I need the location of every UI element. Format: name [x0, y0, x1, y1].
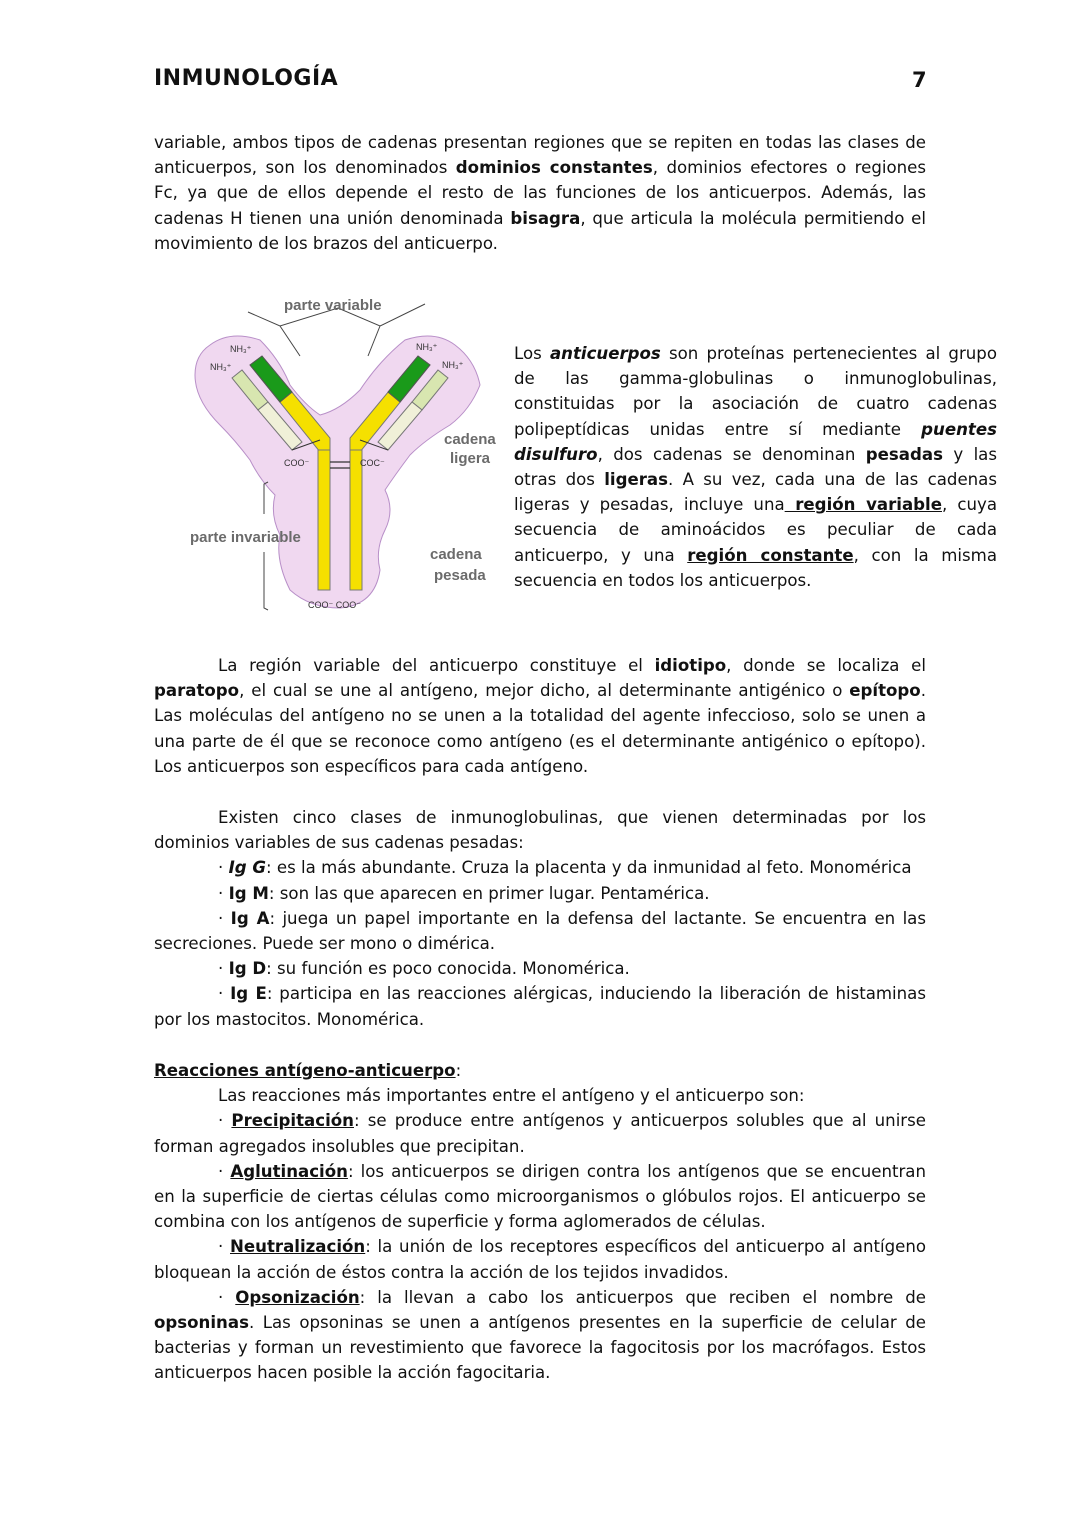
antibody-diagram [180, 290, 510, 620]
label-cadena-pesada-2: pesada [434, 567, 486, 584]
reaction-item: · Aglutinación: los anticuerpos se dirigen contra los antígenos que se encuentran en la superficie de ciertas células como microorganismos o glóbulos rojos. El anticuerpo se combina con los antígenos de superficie y forma aglomerados de células. [154, 1161, 926, 1232]
label-parte-variable: parte variable [284, 297, 382, 314]
reaction-item: · Neutralización: la unión de los receptores específicos del anticuerpo al antígeno bloquean la acción de éstos contra la acción de los tejidos invadidos. [154, 1237, 926, 1282]
reaction-item: · Precipitación: se produce entre antígenos y anticuerpos solubles que al unirse forman agregados insolubles que precipitan. [154, 1111, 926, 1156]
label-nh3-4: NH₃⁺ [442, 360, 464, 370]
ig-class-item: · Ig G: es la más abundante. Cruza la placenta y da inmunidad al feto. Monomérica [218, 858, 912, 878]
ig-classes-section [154, 805, 926, 1032]
heavy-chain-left-stem [318, 450, 330, 590]
intro-paragraph: variable, ambos tipos de cadenas presentan regiones que se repiten en todas las clases de anticuerpos, son los denominados dominios constantes, dominios efectores o regiones Fc, ya que de ellos depende el resto de las funciones de los anticuerpos. Además, las cadenas H tienen una unión denominada bisagra, que articula la molécula permitiendo el movimiento de los brazos del anticuerpo. [154, 133, 926, 253]
ig-classes-intro: Existen cinco clases de inmunoglobulinas, que vienen determinadas por los dominios variables de sus cadenas pesadas: [154, 808, 926, 853]
label-cadena-pesada-1: cadena [430, 546, 482, 563]
label-nh3-1: NH₃⁺ [230, 344, 252, 354]
page-number: 7 [912, 68, 927, 92]
label-nh3-3: NH₃⁺ [416, 342, 438, 352]
idiotipo-paragraph: La región variable del anticuerpo constituye el idiotipo, donde se localiza el paratopo, el cual se une al antígeno, mejor dicho, al determinante antigénico o epítopo. Las moléculas del antígeno no se unen a la totalidad del agente infeccioso, solo se unen a una parte de él que se reconoce como antígeno (es el determinante antigénico o epítopo). Los anticuerpos son específicos para cada antígeno. [154, 656, 926, 776]
label-cadena-ligera-1: cadena [444, 431, 496, 448]
heavy-chain-right-stem [350, 450, 362, 590]
label-cadena-ligera-2: ligera [450, 450, 491, 467]
header-title: INMUNOLOGÍA [154, 66, 339, 91]
reactions-intro: Las reacciones más importantes entre el antígeno y el anticuerpo son: [218, 1086, 805, 1106]
reactions-section [154, 1058, 926, 1386]
label-parte-invariable: parte invariable [190, 529, 301, 546]
antibody-description: Los anticuerpos son proteínas pertenecientes al grupo de las gamma-globulinas o inmunoglobulinas, constituidas por la asociación de cuatro cadenas polipeptídicas unidas entre sí mediante puentes disulfuro, dos cadenas se denominan pesadas y las otras dos ligeras. A su vez, cada una de las cadenas ligeras y pesadas, incluye una región variable, cuya secuencia de aminoácidos es peculiar de cada anticuerpo, y una región constante, con la misma secuencia en todos los anticuerpos. [514, 344, 997, 590]
ig-class-item: · Ig M: son las que aparecen en primer lugar. Pentamérica. [218, 883, 710, 903]
label-coo-right: COC⁻ [360, 458, 385, 468]
ig-class-item: · Ig D: su función es poco conocida. Monomérica. [218, 959, 630, 979]
ig-class-item: · Ig A: juega un papel importante en la defensa del lactante. Se encuentra en las secreciones. Puede ser mono o dimérica. [154, 908, 926, 954]
label-nh3-2: NH₃⁺ [210, 362, 232, 372]
reaction-item: · Opsonización: la llevan a cabo los anticuerpos que reciben el nombre de opsoninas. Las opsoninas se unen a antígenos presentes en la superficie de celular de bacterias y forman un revestimiento que favorece la fagocitosis por los macrófagos. Estos anticuerpos hacen posible la acción fagocitaria. [154, 1287, 926, 1383]
label-coo-bottom: COO⁻ COO⁻ [308, 600, 362, 610]
reactions-heading: Reacciones antígeno-anticuerpo: [154, 1061, 462, 1080]
ig-class-item: · Ig E: participa en las reacciones alérgicas, induciendo la liberación de histaminas por los mastocitos. Monomérica. [154, 984, 926, 1029]
label-coo-left: COO⁻ [284, 458, 310, 468]
